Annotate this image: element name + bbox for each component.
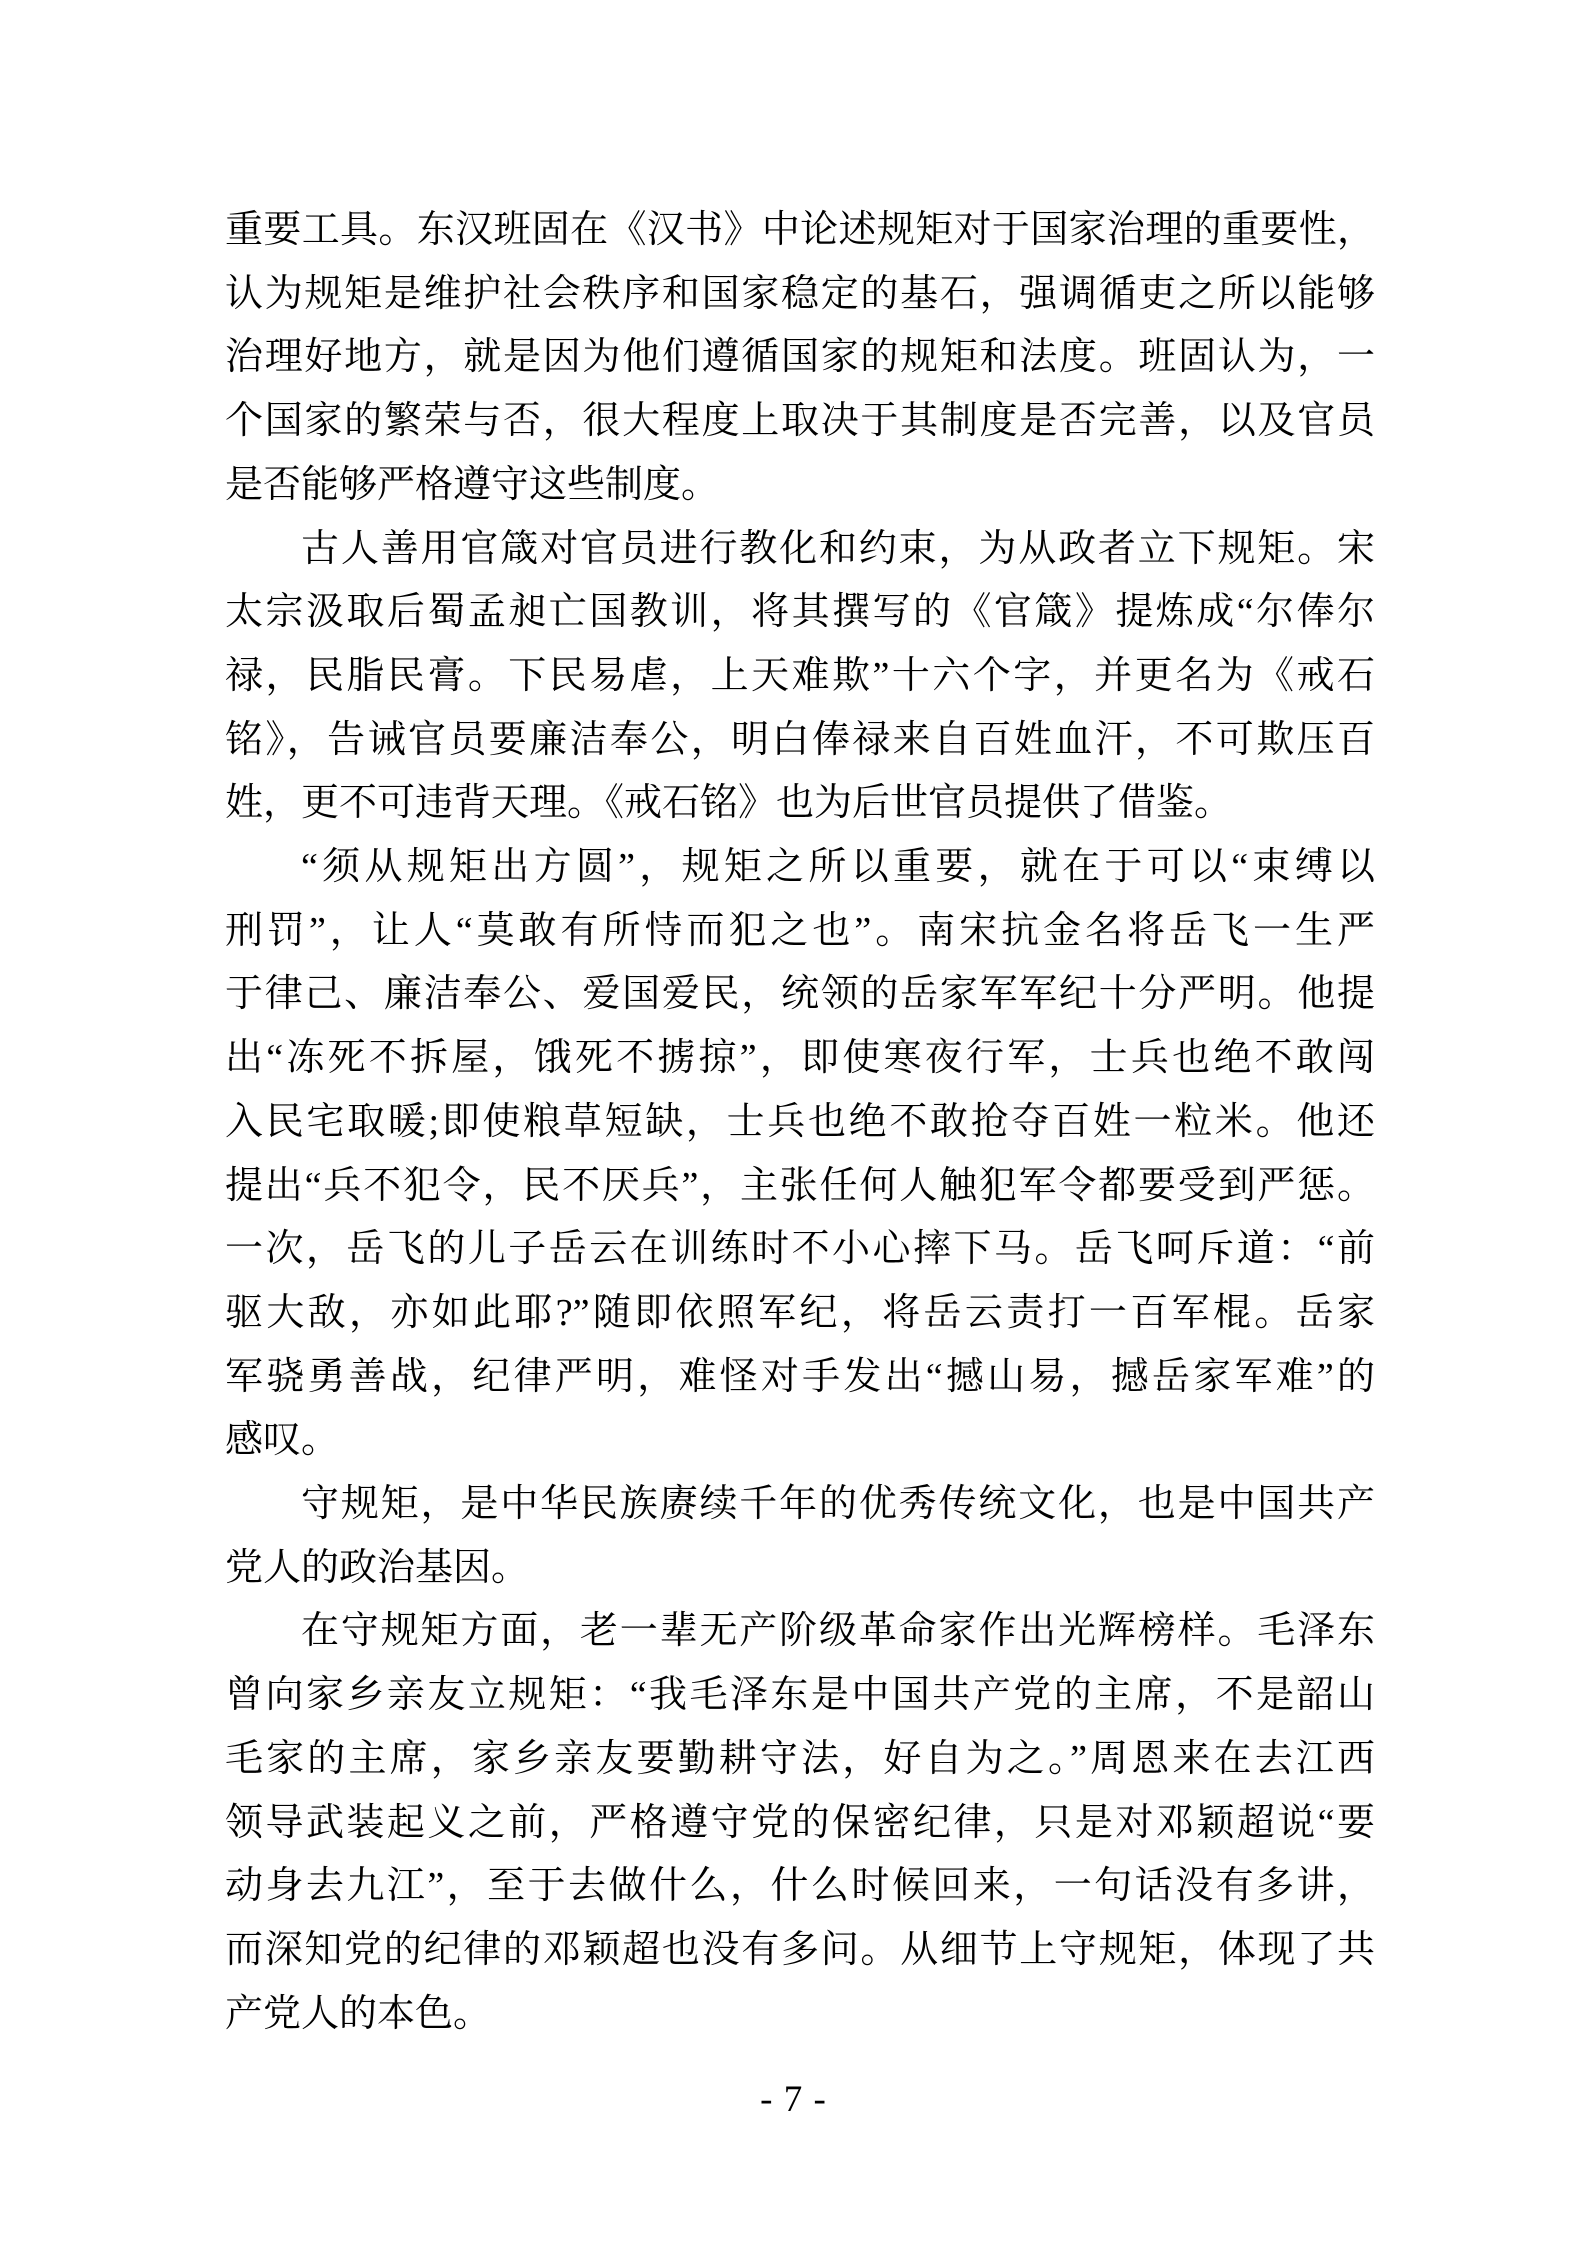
- text-line: “须从规矩出方圆”，规矩之所以重要，就在于可以“束缚以: [301, 846, 1375, 889]
- text-line: 而深知党的纪律的邓颖超也没有多问。从细节上守规矩，体现了共: [225, 1928, 1375, 1971]
- text-line: 重要工具。东汉班固在《汉书》中论述规矩对于国家治理的重要性，: [225, 209, 1375, 251]
- text-line: 古人善用官箴对官员进行教化和约束，为从政者立下规矩。宋: [301, 527, 1375, 570]
- text-line: 太宗汲取后蜀孟昶亡国教训，将其撰写的《官箴》提炼成“尔俸尔: [225, 591, 1375, 634]
- text-line: 禄，民脂民膏。下民易虐，上天难欺”十六个字，并更名为《戒石: [225, 654, 1375, 697]
- text-line: 是否能够严格遵守这些制度。: [225, 463, 720, 506]
- document-text: [225, 199, 1375, 2046]
- text-line: 军骁勇善战，纪律严明，难怪对手发出“撼山易，撼岳家军难”的: [225, 1355, 1375, 1398]
- text-line: 驱大敌，亦如此耶?”随即依照军纪，将岳云责打一百军棍。岳家: [225, 1291, 1375, 1334]
- text-line: 感叹。: [225, 1419, 340, 1462]
- text-line: 于律己、廉洁奉公、爱国爱民，统领的岳家军军纪十分严明。他提: [225, 973, 1375, 1016]
- text-line: 一次，岳飞的儿子岳云在训练时不小心摔下马。岳飞呵斥道：“前: [225, 1228, 1375, 1271]
- text-line: 治理好地方，就是因为他们遵循国家的规矩和法度。班固认为，一: [225, 336, 1375, 379]
- text-line: 个国家的繁荣与否，很大程度上取决于其制度是否完善，以及官员: [225, 400, 1375, 443]
- text-line: 领导武装起义之前，严格遵守党的保密纪律，只是对邓颖超说“要: [225, 1801, 1375, 1844]
- text-line: 出“冻死不拆屋，饿死不掳掠”，即使寒夜行军，士兵也绝不敢闯: [225, 1037, 1375, 1080]
- text-line: 姓，更不可违背天理。《戒石铭》也为后世官员提供了借鉴。: [225, 782, 1233, 825]
- text-line: 在守规矩方面，老一辈无产阶级革命家作出光辉榜样。毛泽东: [301, 1610, 1375, 1653]
- text-line: 动身去九江”，至于去做什么，什么时候回来，一句话没有多讲，: [225, 1865, 1375, 1908]
- text-line: 曾向家乡亲友立规矩：“我毛泽东是中国共产党的主席，不是韶山: [225, 1674, 1375, 1717]
- text-line: 认为规矩是维护社会秩序和国家稳定的基石，强调循吏之所以能够: [225, 272, 1375, 315]
- text-line: 产党人的本色。: [225, 1992, 492, 2035]
- text-line: 铭》，告诫官员要廉洁奉公，明白俸禄来自百姓血汗，不可欺压百: [225, 718, 1375, 761]
- text-line: 党人的政治基因。: [225, 1546, 530, 1589]
- text-line: 刑罚”，让人“莫敢有所恃而犯之也”。南宋抗金名将岳飞一生严: [225, 909, 1375, 952]
- text-line: 毛家的主席，家乡亲友要勤耕守法，好自为之。”周恩来在去江西: [225, 1737, 1375, 1780]
- text-line: 入民宅取暖;即使粮草短缺，士兵也绝不敢抢夺百姓一粒米。他还: [225, 1100, 1375, 1143]
- text-line: 提出“兵不犯令，民不厌兵”，主张任何人触犯军令都要受到严惩。: [225, 1164, 1375, 1207]
- text-line: 守规矩，是中华民族赓续千年的优秀传统文化，也是中国共产: [301, 1483, 1375, 1526]
- page-number: - 7 -: [760, 2079, 827, 2120]
